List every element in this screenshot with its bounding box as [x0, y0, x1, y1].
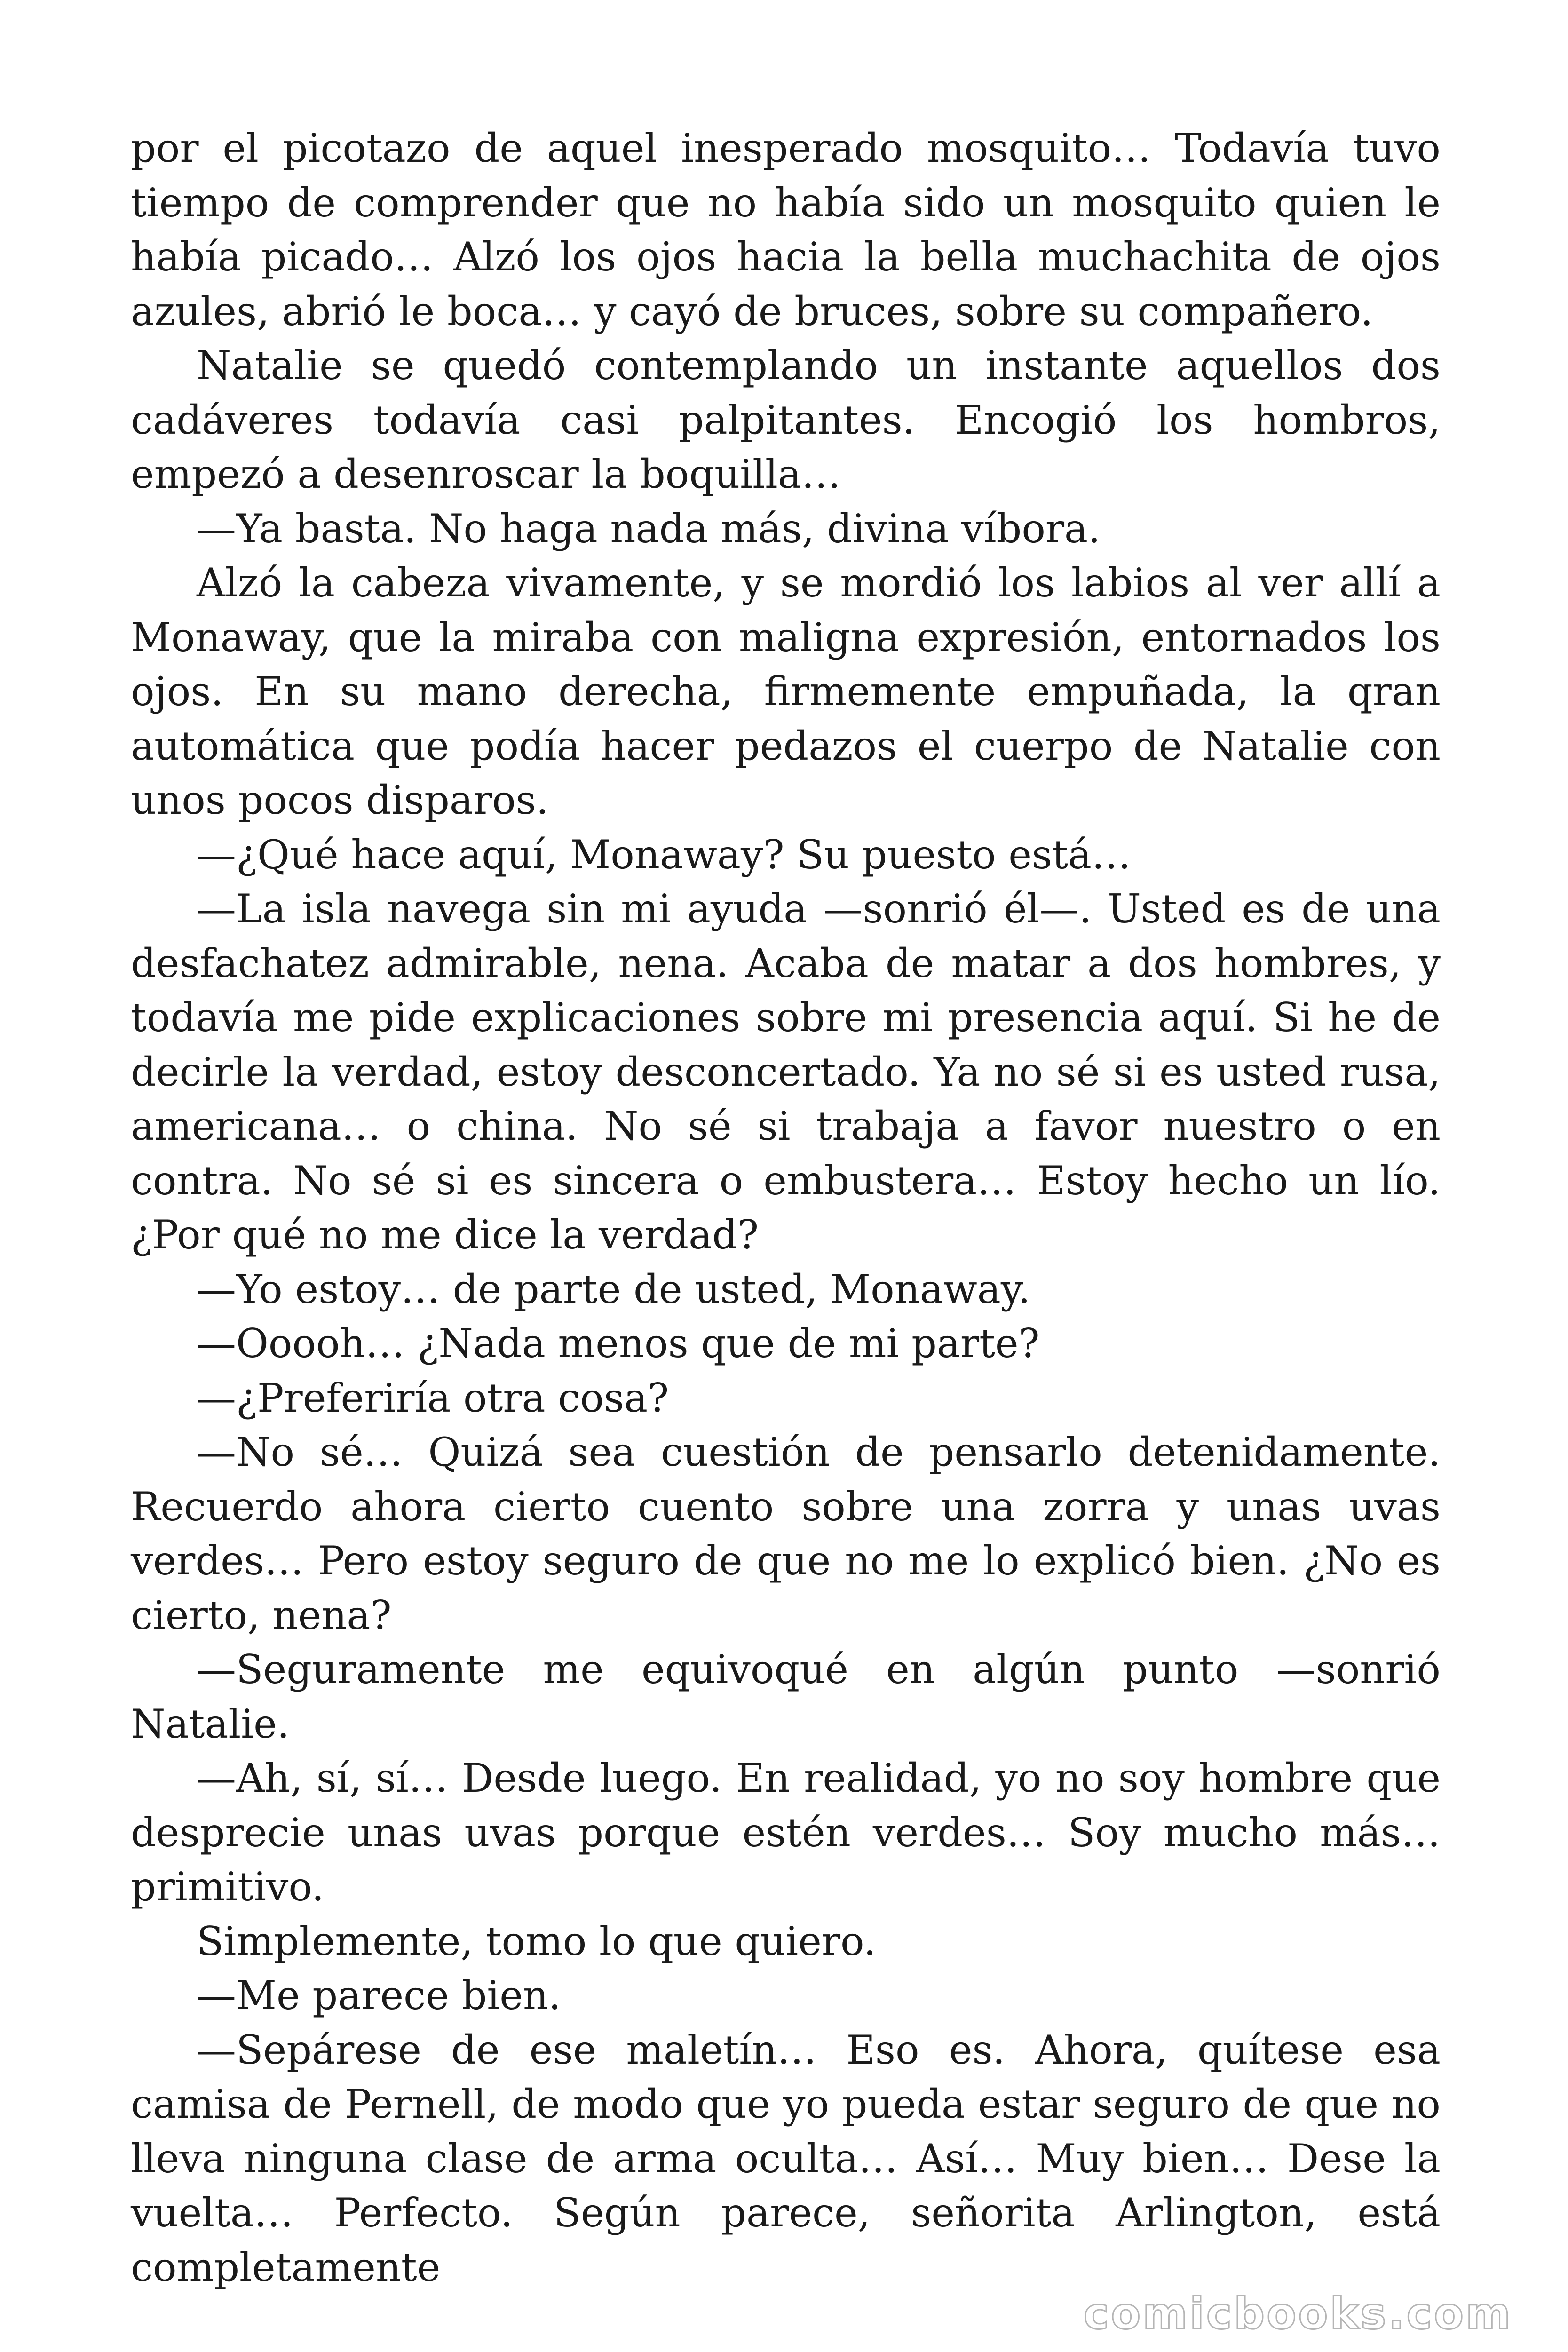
paragraph-14: —Me parece bien.: [197, 1972, 561, 2018]
paragraph-10: —No sé… Quizá sea cuestión de pensarlo detenidamente. Recuerdo ahora cierto cuento sobre una zorra y unas uvas verdes… Pero estoy seguro de que no me lo explicó bien. ¿No es cierto, nena?: [131, 1429, 1441, 1638]
paragraph-8: —Ooooh… ¿Nada menos que de mi parte?: [197, 1320, 1040, 1367]
paragraph-6: —La isla navega sin mi ayuda —sonrió él—. Usted es de una desfachatez admirable, nena. Acaba de matar a dos hombres, y todavía me pide explicaciones sobre mi presencia aquí. Si he de decirle la verdad, estoy desconcertado. Ya no sé si es usted rusa, americana… o china. No sé si trabaja a favor nuestro o en contra. No sé si es sincera o embustera… Estoy hecho un lío. ¿Por qué no me dice la verdad?: [131, 886, 1441, 1258]
paragraph-9: —¿Preferiría otra cosa?: [197, 1375, 669, 1421]
paragraph-15: —Sepárese de ese maletín… Eso es. Ahora, quítese esa camisa de Pernell, de modo que yo pueda estar seguro de que no lleva ninguna clase de arma oculta… Así… Muy bien… Dese la vuelta… Perfecto. Según parece, señorita Arlington, está completamente: [131, 2026, 1441, 2290]
paragraph-5: —¿Qué hace aquí, Monaway? Su puesto está…: [197, 831, 1131, 878]
paragraph-12: —Ah, sí, sí… Desde luego. En realidad, yo no soy hombre que desprecie unas uvas porque estén verdes… Soy mucho más… primitivo.: [131, 1755, 1441, 1910]
paragraph-11: —Seguramente me equivoqué en algún punto —sonrió Natalie.: [131, 1646, 1441, 1747]
body-text: [131, 121, 1441, 2295]
paragraph-13: Simplemente, tomo lo que quiero.: [197, 1918, 876, 1964]
paragraph-1: por el picotazo de aquel inesperado mosquito… Todavía tuvo tiempo de comprender que no había sido un mosquito quien le había picado… Alzó los ojos hacia la bella muchachita de ojos azules, abrió le boca… y cayó de bruces, sobre su compañero.: [131, 125, 1441, 334]
paragraph-4: Alzó la cabeza vivamente, y se mordió los labios al ver allí a Monaway, que la miraba con maligna expresión, entornados los ojos. En su mano derecha, firmemente empuñada, la qran automática que podía hacer pedazos el cuerpo de Natalie con unos pocos disparos.: [131, 560, 1441, 823]
paragraph-3: —Ya basta. No haga nada más, divina víbora.: [197, 505, 1101, 552]
paragraph-2: Natalie se quedó contemplando un instante aquellos dos cadáveres todavía casi palpitantes. Encogió los hombros, empezó a desenroscar la boquilla…: [131, 342, 1441, 497]
paragraph-7: —Yo estoy… de parte de usted, Monaway.: [197, 1266, 1030, 1312]
watermark-logo: comicbooks.com: [1083, 2288, 1513, 2339]
